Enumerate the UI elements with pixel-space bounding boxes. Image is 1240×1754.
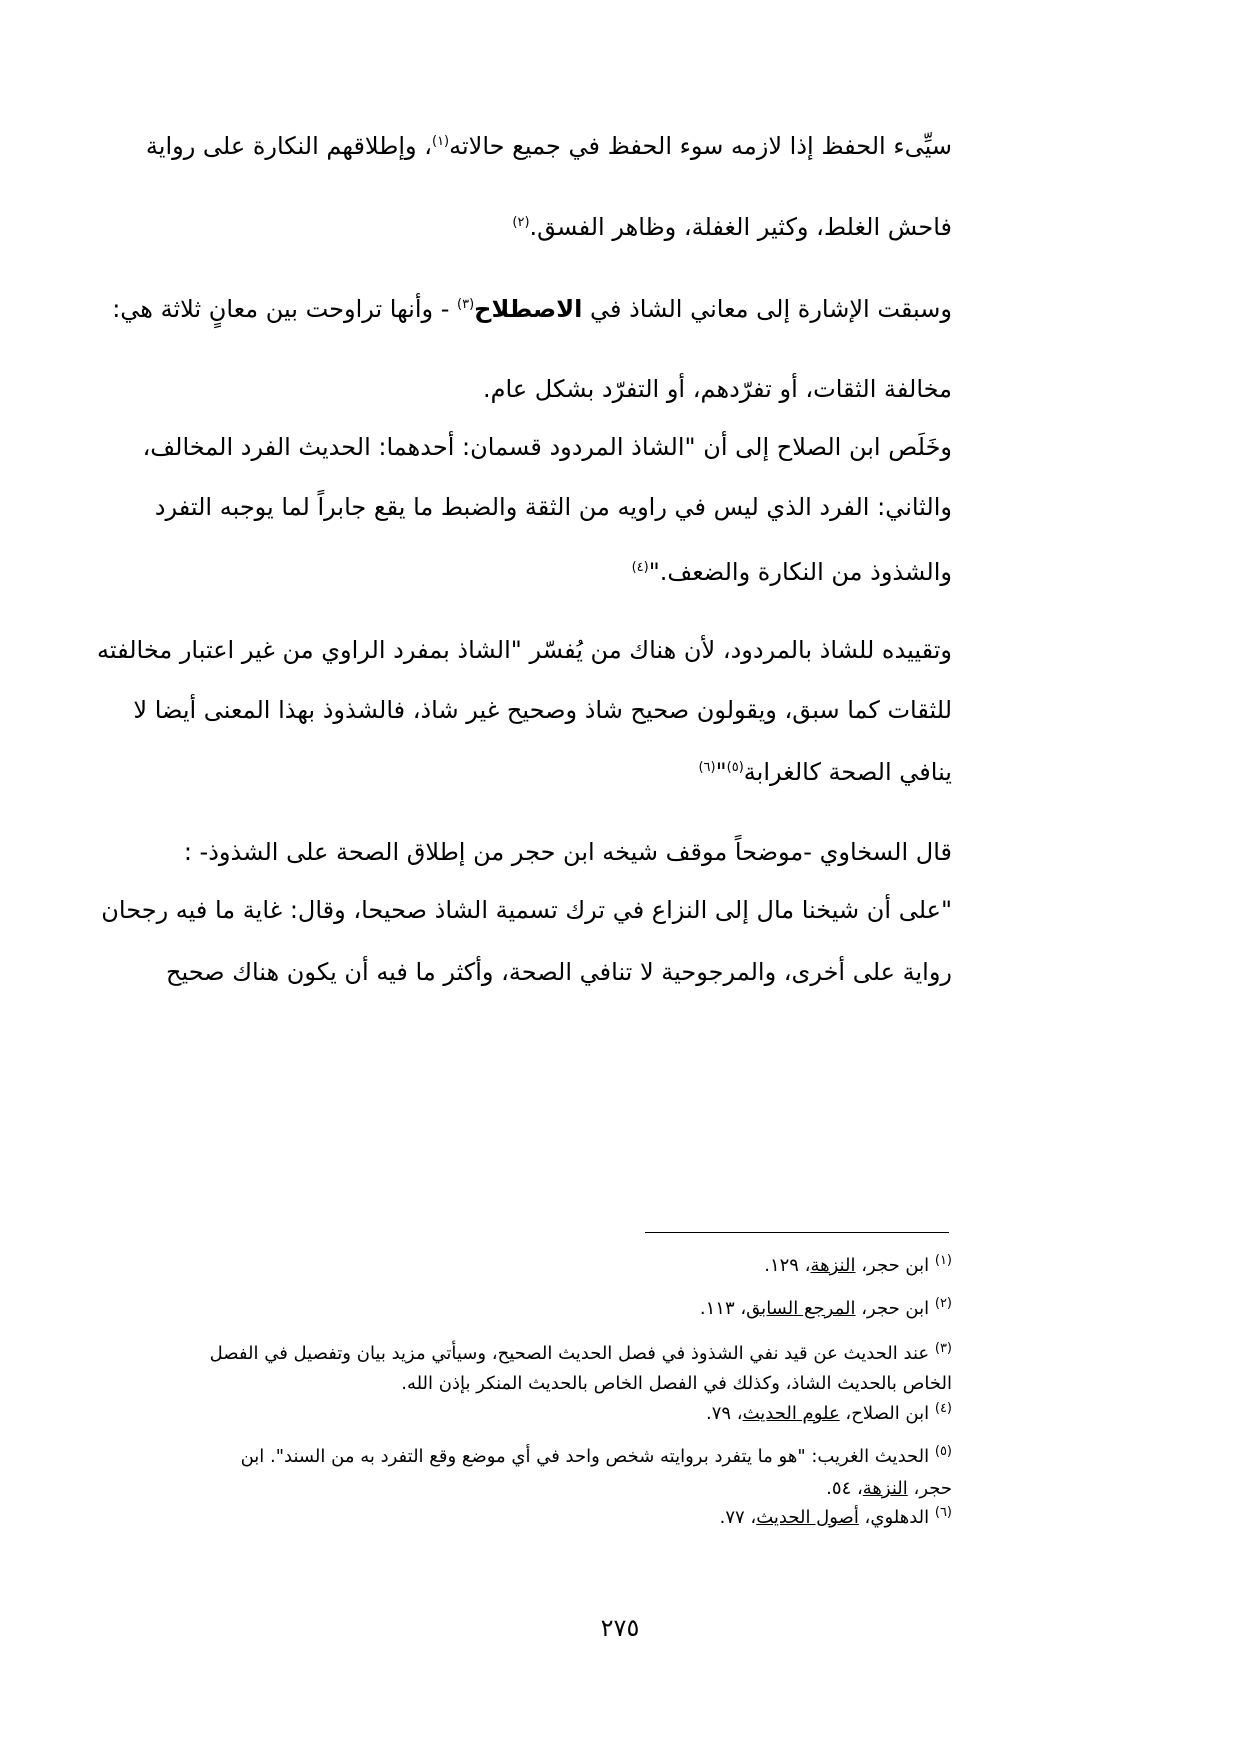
body-line-3: وسبقت الإشارة إلى معاني الشاذ في الاصطلاح$^{(٣)}$ - وأنها تراوحت بين معانٍ ثلاثة هي:	[112, 295, 952, 323]
footnote-separator	[645, 1232, 949, 1233]
footnote-ref-1[interactable]: (١)	[431, 134, 450, 149]
footnote-1: $^{(١)}$ ابن حجر، النزهة، ١٢٩.	[764, 1253, 952, 1276]
body-line-13: رواية على أخرى، والمرجوحية لا تنافي الصحة، وأكثر ما فيه أن يكون هناك صحيح	[165, 958, 952, 986]
citation-title: المرجع السابق	[746, 1298, 856, 1319]
footnote-3-line-2: الخاص بالحديث الشاذ، وكذلك في الفصل الخاص بالحديث المنكر بإذن الله.	[401, 1373, 952, 1394]
footnote-6: $^{(٦)}$ الدهلوي، أصول الحديث، ٧٧.	[719, 1505, 952, 1528]
footnote-ref-4[interactable]: (٤)	[631, 560, 649, 575]
citation-title: النزهة	[810, 1255, 856, 1276]
footnote-ref-5[interactable]: (٥)	[726, 760, 744, 775]
footnote-5-line-1: $^{(٥)}$ الحديث الغريب: "هو ما يتفرد بروايته شخص واحد في أي موضع وقع التفرد به من السند". ابن	[240, 1444, 952, 1467]
body-line-2: فاحش الغلط، وكثير الغفلة، وظاهر الفسق.$^{(٢)}$	[512, 213, 952, 241]
body-line-9: للثقات كما سبق، ويقولون صحيح شاذ وصحيح غير شاذ، فالشذوذ بهذا المعنى أيضا لا	[133, 696, 952, 724]
bold-term: الاصطلاح	[474, 295, 583, 323]
citation-title: أصول الحديث	[756, 1507, 859, 1528]
footnote-ref-2[interactable]: (٢)	[512, 215, 530, 230]
body-line-10: ينافي الصحة كالغرابة$^{(٥)}$"$^{(٦)}$	[698, 758, 952, 786]
footnote-2: $^{(٢)}$ ابن حجر، المرجع السابق، ١١٣.	[699, 1296, 952, 1319]
body-line-5: وخَلَص ابن الصلاح إلى أن "الشاذ المردود قسمان: أحدهما: الحديث الفرد المخالف،	[142, 433, 952, 461]
body-line-8: وتقييده للشاذ بالمردود، لأن هناك من يُفسّر "الشاذ بمفرد الراوي من غير اعتبار مخالفته	[96, 636, 952, 664]
citation-title: النزهة	[862, 1478, 908, 1499]
body-line-4: مخالفة الثقات، أو تفرّدهم، أو التفرّد بشكل عام.	[483, 375, 952, 403]
body-line-1: سيِّىء الحفظ إذا لازمه سوء الحفظ في جميع حالاته$^{(١)}$، وإطلاقهم النكارة على رواية	[145, 132, 952, 160]
body-line-6: والثاني: الفرد الذي ليس في راويه من الثقة والضبط ما يقع جابراً لما يوجبه التفرد	[154, 493, 952, 521]
body-line-11: قال السخاوي -موضحاً موقف شيخه ابن حجر من إطلاق الصحة على الشذوذ- :	[183, 838, 952, 866]
footnote-ref-3[interactable]: (٣)	[457, 297, 475, 312]
footnote-3-line-1: $^{(٣)}$ عند الحديث عن قيد نفي الشذوذ في فصل الحديث الصحيح، وسيأتي مزيد بيان وتفصيل في الفصل	[209, 1341, 952, 1364]
body-line-12: "على أن شيخنا مال إلى النزاع في ترك تسمية الشاذ صحيحا، وقال: غاية ما فيه رجحان	[101, 896, 952, 924]
footnote-5-line-2: حجر، النزهة، ٥٤.	[826, 1478, 952, 1499]
footnote-ref-6[interactable]: (٦)	[698, 760, 716, 775]
body-line-7: والشذوذ من النكارة والضعف."$^{(٤)}$	[631, 558, 952, 586]
page-number: ٢٧٥	[600, 1614, 640, 1642]
footnote-4: $^{(٤)}$ ابن الصلاح، علوم الحديث، ٧٩.	[705, 1401, 952, 1424]
citation-title: علوم الحديث	[742, 1403, 840, 1424]
